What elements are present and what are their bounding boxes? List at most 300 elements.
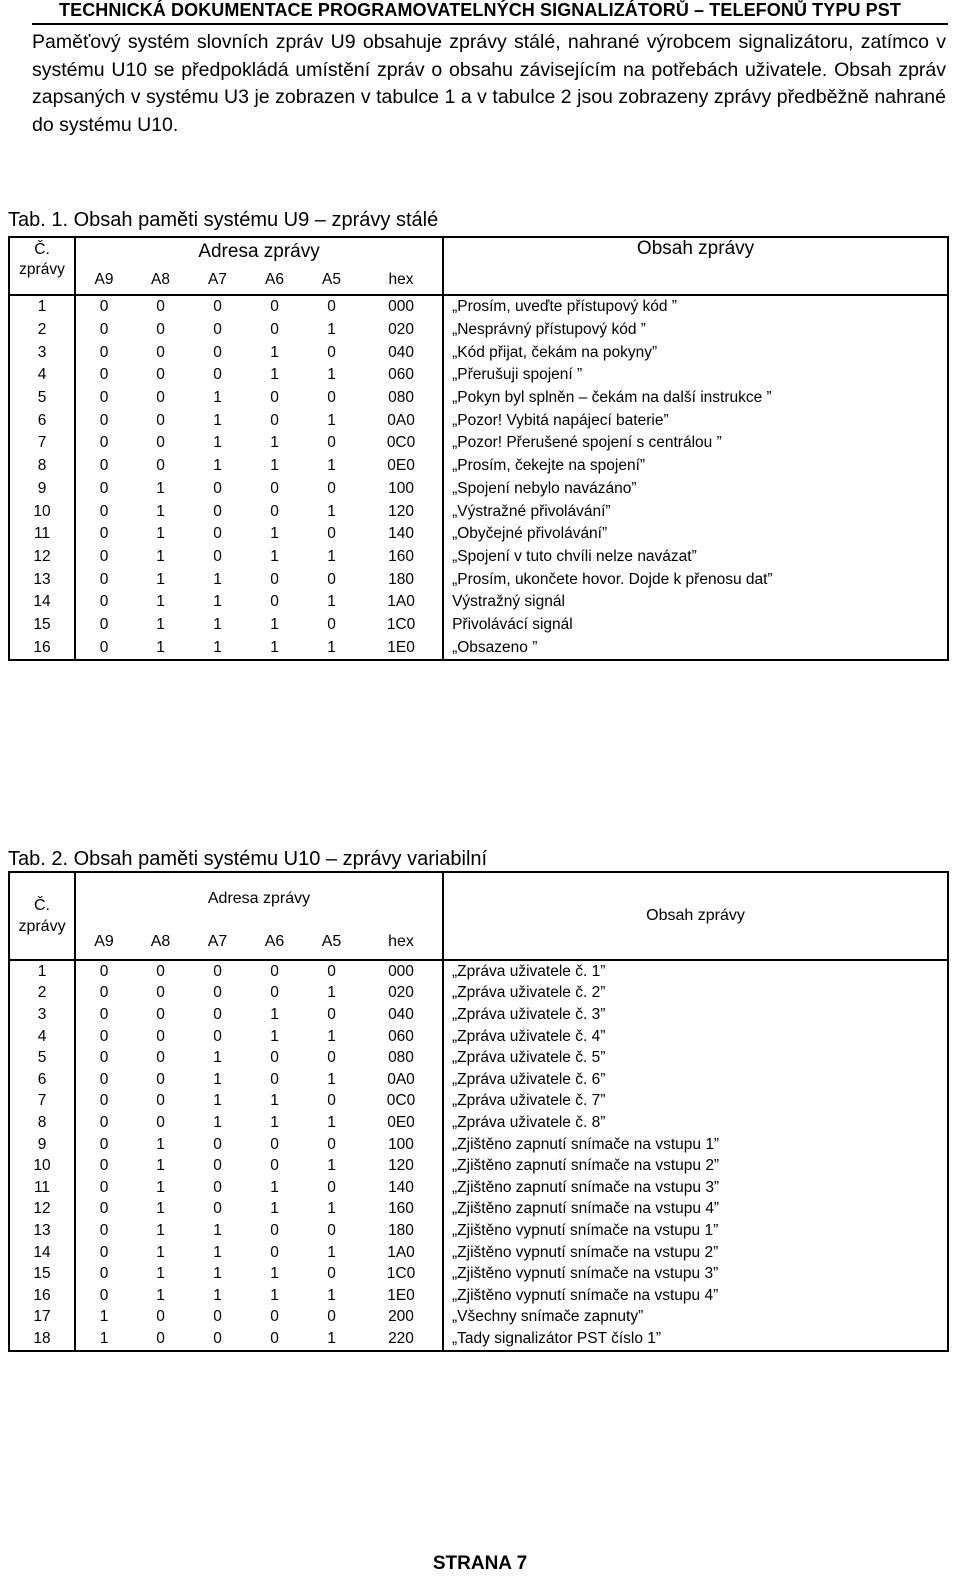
table-row — [9, 1328, 948, 1351]
address-hex: 0A0 — [360, 1069, 443, 1091]
table1-hex-header: hex — [360, 266, 443, 295]
address-bit: 0 — [99, 1027, 109, 1045]
address-bit: 1 — [156, 593, 165, 611]
address-bit: 0 — [213, 321, 222, 339]
message-number: 11 — [9, 1177, 75, 1199]
address-bit: 0 — [99, 525, 109, 543]
address-bit: 1 — [156, 1200, 165, 1218]
address-hex: 180 — [360, 1220, 443, 1242]
address-bit: 1 — [327, 502, 336, 520]
table-row — [9, 1263, 948, 1285]
address-bit: 0 — [327, 1049, 336, 1067]
address-bit: 1 — [156, 1135, 165, 1153]
address-bit: 1 — [327, 1070, 336, 1088]
address-bit: 0 — [327, 1308, 336, 1326]
address-bit: 1 — [213, 1049, 222, 1067]
address-bit: 1 — [327, 1113, 336, 1131]
table2-bit-header: A9 — [75, 925, 132, 960]
table-row — [9, 1220, 948, 1242]
message-text: „Všechny snímače zapnuty” — [452, 1308, 644, 1326]
address-hex: 1A0 — [360, 591, 443, 614]
message-number: 3 — [9, 1004, 75, 1026]
address-bit: 0 — [213, 1178, 222, 1196]
address-bit: 0 — [327, 1265, 336, 1283]
address-bit: 0 — [213, 962, 222, 980]
message-text: „Zpráva uživatele č. 3” — [452, 1005, 606, 1023]
address-bit: 1 — [270, 343, 279, 361]
address-bit: 1 — [270, 1113, 279, 1131]
address-bit: 0 — [270, 502, 279, 520]
address-bit: 1 — [213, 615, 222, 633]
address-bit: 1 — [156, 1157, 165, 1175]
address-bit: 0 — [99, 343, 109, 361]
address-bit: 0 — [270, 389, 279, 407]
address-hex: 060 — [360, 364, 443, 387]
address-bit: 0 — [213, 1157, 222, 1175]
table-row — [9, 523, 948, 546]
address-bit: 1 — [156, 525, 165, 543]
message-text: „Spojení nebylo navázáno” — [452, 479, 637, 497]
address-hex: 1C0 — [360, 1263, 443, 1285]
intro-paragraph: Paměťový systém slovních zpráv U9 obsahuje zprávy stálé, nahrané výrobcem signalizátoru, zatímco v systému U10 se předpokládá umístění zpráv o obsahu závisejícím na potřebách uživatele. Obsah zpráv zapsaných v systému U3 je zobrazen v tabulce 1 a v tabulce 2 jsou zobrazeny zprávy předběžně nahrané do systému U10. — [32, 31, 946, 136]
address-bit: 1 — [270, 1265, 279, 1283]
table-row — [9, 1026, 948, 1048]
message-text: „Zpráva uživatele č. 7” — [452, 1092, 606, 1110]
address-bit: 1 — [213, 389, 222, 407]
table-row — [9, 341, 948, 364]
message-number: 1 — [9, 960, 75, 983]
address-bit: 0 — [270, 1070, 279, 1088]
address-bit: 0 — [327, 298, 336, 316]
table-row — [9, 455, 948, 478]
address-bit: 1 — [270, 1027, 279, 1045]
address-bit: 0 — [99, 1049, 109, 1067]
address-bit: 0 — [270, 479, 279, 497]
address-bit: 0 — [156, 984, 165, 1002]
table2-bit-header: A7 — [189, 925, 246, 960]
table-row — [9, 591, 948, 614]
address-hex: 0A0 — [360, 409, 443, 432]
address-bit: 1 — [156, 1265, 165, 1283]
table2-col-address-header: Adresa zprávy — [75, 872, 443, 925]
address-bit: 0 — [270, 1308, 279, 1326]
address-hex: 000 — [360, 295, 443, 319]
message-text: „Prosím, čekejte na spojení” — [452, 457, 646, 475]
address-bit: 0 — [213, 525, 222, 543]
message-text: „Zpráva uživatele č. 2” — [452, 984, 606, 1002]
address-bit: 0 — [270, 984, 279, 1002]
address-bit: 0 — [327, 479, 336, 497]
address-bit: 0 — [213, 366, 222, 384]
address-bit: 0 — [99, 502, 109, 520]
table1-header-row — [9, 237, 948, 266]
table1-col-address-header: Adresa zprávy — [75, 237, 443, 266]
message-text: „Tady signalizátor PST číslo 1” — [452, 1329, 662, 1347]
address-bit: 1 — [270, 1200, 279, 1218]
address-bit: 1 — [327, 1243, 336, 1261]
address-bit: 1 — [270, 638, 279, 656]
message-text: „Spojení v tuto chvíli nelze navázat” — [452, 547, 697, 565]
address-bit: 0 — [327, 525, 336, 543]
message-number: 7 — [9, 432, 75, 455]
address-bit: 1 — [327, 984, 336, 1002]
address-bit: 1 — [156, 1221, 165, 1239]
address-hex: 140 — [360, 523, 443, 546]
message-number: 14 — [9, 1242, 75, 1264]
address-bit: 1 — [213, 1113, 222, 1131]
address-hex: 1A0 — [360, 1242, 443, 1264]
address-bit: 0 — [156, 1049, 165, 1067]
address-bit: 0 — [213, 1027, 222, 1045]
address-bit: 0 — [327, 962, 336, 980]
address-hex: 140 — [360, 1177, 443, 1199]
address-hex: 020 — [360, 983, 443, 1005]
address-bit: 1 — [270, 457, 279, 475]
address-bit: 0 — [156, 1070, 165, 1088]
message-number: 5 — [9, 1047, 75, 1069]
address-bit: 0 — [156, 411, 165, 429]
address-bit: 0 — [99, 962, 109, 980]
address-bit: 1 — [156, 502, 165, 520]
address-bit: 0 — [99, 434, 109, 452]
address-bit: 0 — [156, 389, 165, 407]
table2-hex-header: hex — [360, 925, 443, 960]
message-text: „Výstražné přivolávání” — [452, 502, 611, 520]
address-bit: 1 — [270, 1005, 279, 1023]
address-bit: 0 — [270, 1221, 279, 1239]
message-number: 10 — [9, 500, 75, 523]
table-row — [9, 1307, 948, 1329]
address-bit: 1 — [213, 1092, 222, 1110]
address-bit: 1 — [327, 593, 336, 611]
address-hex: 040 — [360, 1004, 443, 1026]
address-hex: 200 — [360, 1307, 443, 1329]
address-hex: 040 — [360, 341, 443, 364]
address-hex: 1E0 — [360, 636, 443, 660]
table-row — [9, 1047, 948, 1069]
address-bit: 1 — [270, 1286, 279, 1304]
address-bit: 1 — [156, 638, 165, 656]
address-bit: 1 — [213, 570, 222, 588]
address-bit: 0 — [156, 298, 165, 316]
message-number: 7 — [9, 1091, 75, 1113]
message-number: 2 — [9, 319, 75, 342]
address-hex: 0E0 — [360, 455, 443, 478]
message-number: 16 — [9, 1285, 75, 1307]
address-bit: 0 — [327, 570, 336, 588]
address-bit: 1 — [99, 1308, 109, 1326]
address-bit: 0 — [156, 1027, 165, 1045]
table2-u10-variable-messages — [8, 871, 949, 1352]
address-bit: 0 — [327, 1092, 336, 1110]
message-text: „Prosím, uveďte přístupový kód ” — [452, 298, 677, 316]
address-bit: 0 — [99, 411, 109, 429]
table-row — [9, 636, 948, 660]
address-bit: 0 — [99, 1178, 109, 1196]
table-row — [9, 983, 948, 1005]
message-text: „Zpráva uživatele č. 1” — [452, 962, 606, 980]
address-bit: 1 — [213, 1243, 222, 1261]
address-hex: 220 — [360, 1328, 443, 1351]
address-bit: 1 — [270, 1178, 279, 1196]
address-bit: 0 — [270, 1243, 279, 1261]
address-bit: 0 — [270, 570, 279, 588]
address-bit: 0 — [99, 1286, 109, 1304]
address-bit: 0 — [99, 457, 109, 475]
address-bit: 0 — [327, 389, 336, 407]
address-hex: 0C0 — [360, 1091, 443, 1113]
address-bit: 0 — [99, 1200, 109, 1218]
message-text: „Pozor! Přerušené spojení s centrálou ” — [452, 434, 722, 452]
message-number: 6 — [9, 1069, 75, 1091]
address-hex: 180 — [360, 568, 443, 591]
table1-col-num-line2: zprávy — [19, 261, 65, 278]
address-bit: 0 — [213, 1135, 222, 1153]
message-text: „Zjištěno vypnutí snímače na vstupu 2” — [452, 1243, 719, 1261]
address-bit: 0 — [327, 343, 336, 361]
address-bit: 1 — [327, 1200, 336, 1218]
address-bit: 1 — [213, 1286, 222, 1304]
message-number: 9 — [9, 1134, 75, 1156]
address-bit: 0 — [99, 479, 109, 497]
message-text: Přivolávácí signál — [452, 615, 573, 633]
address-bit: 1 — [156, 479, 165, 497]
address-bit: 0 — [99, 1092, 109, 1110]
table-row — [9, 364, 948, 387]
table-row — [9, 319, 948, 342]
message-text: „Zjištěno vypnutí snímače na vstupu 4” — [452, 1286, 719, 1304]
address-bit: 1 — [327, 457, 336, 475]
address-bit: 1 — [213, 457, 222, 475]
address-bit: 0 — [213, 984, 222, 1002]
message-number: 13 — [9, 1220, 75, 1242]
table-row — [9, 1285, 948, 1307]
message-number: 16 — [9, 636, 75, 660]
table2-col-content-header: Obsah zprávy — [443, 872, 948, 960]
table-row — [9, 1091, 948, 1113]
page-number: STRANA 7 — [432, 1553, 528, 1574]
address-bit: 0 — [99, 1265, 109, 1283]
address-bit: 0 — [156, 962, 165, 980]
message-number: 1 — [9, 295, 75, 319]
message-number: 12 — [9, 1199, 75, 1221]
table1-u9-fixed-messages — [8, 236, 949, 661]
message-number: 9 — [9, 478, 75, 501]
table-row — [9, 614, 948, 637]
address-bit: 1 — [156, 570, 165, 588]
table2-col-num-header — [9, 872, 75, 960]
address-bit: 0 — [327, 1178, 336, 1196]
address-bit: 1 — [327, 366, 336, 384]
table-row — [9, 1199, 948, 1221]
address-bit: 0 — [156, 1113, 165, 1131]
address-bit: 0 — [156, 343, 165, 361]
address-bit: 0 — [99, 1243, 109, 1261]
address-bit: 1 — [156, 1286, 165, 1304]
message-text: „Zpráva uživatele č. 5” — [452, 1049, 606, 1067]
address-bit: 0 — [99, 1221, 109, 1239]
address-bit: 1 — [156, 1178, 165, 1196]
address-bit: 0 — [156, 457, 165, 475]
address-bit: 0 — [213, 298, 222, 316]
address-bit: 0 — [213, 1308, 222, 1326]
message-text: „Pokyn byl splněn – čekám na další instrukce ” — [452, 389, 772, 407]
address-bit: 1 — [213, 593, 222, 611]
table1-bit-header: A8 — [132, 266, 189, 295]
table2-bit-header: A8 — [132, 925, 189, 960]
message-number: 8 — [9, 455, 75, 478]
address-bit: 0 — [270, 321, 279, 339]
address-bit: 1 — [327, 1286, 336, 1304]
address-bit: 0 — [270, 1329, 279, 1347]
address-bit: 0 — [213, 1329, 222, 1347]
table-row — [9, 500, 948, 523]
address-hex: 1C0 — [360, 614, 443, 637]
address-bit: 0 — [270, 411, 279, 429]
address-bit: 0 — [156, 366, 165, 384]
table2-header-row — [9, 872, 948, 925]
address-bit: 0 — [327, 1221, 336, 1239]
message-text: „Obsazeno ” — [452, 638, 538, 656]
address-hex: 060 — [360, 1026, 443, 1048]
address-bit: 0 — [99, 1157, 109, 1175]
message-number: 14 — [9, 591, 75, 614]
table-row — [9, 409, 948, 432]
message-number: 5 — [9, 387, 75, 410]
address-bit: 0 — [156, 434, 165, 452]
address-hex: 1E0 — [360, 1285, 443, 1307]
message-text: „Zjištěno zapnutí snímače na vstupu 4” — [452, 1200, 720, 1218]
message-text: „Nesprávný přístupový kód ” — [452, 321, 646, 339]
address-hex: 100 — [360, 478, 443, 501]
message-text: „Zjištěno zapnutí snímače na vstupu 2” — [452, 1157, 720, 1175]
address-hex: 020 — [360, 319, 443, 342]
table1-bit-header: A6 — [246, 266, 303, 295]
message-text: „Zjištěno zapnutí snímače na vstupu 1” — [452, 1135, 720, 1153]
address-bit: 1 — [156, 547, 165, 565]
address-bit: 0 — [99, 615, 109, 633]
message-number: 10 — [9, 1155, 75, 1177]
address-bit: 0 — [156, 1005, 165, 1023]
message-number: 3 — [9, 341, 75, 364]
address-bit: 0 — [327, 1135, 336, 1153]
message-number: 13 — [9, 568, 75, 591]
address-bit: 1 — [327, 321, 336, 339]
address-bit: 0 — [270, 298, 279, 316]
table1-bit-header: A5 — [303, 266, 360, 295]
table1-col-num-line1: Č. — [34, 241, 50, 258]
message-text: „Zjištěno vypnutí snímače na vstupu 1” — [452, 1221, 719, 1239]
address-bit: 0 — [327, 434, 336, 452]
address-bit: 0 — [99, 1113, 109, 1131]
address-bit: 0 — [270, 1157, 279, 1175]
address-bit: 1 — [213, 1265, 222, 1283]
address-bit: 1 — [270, 525, 279, 543]
address-hex: 0C0 — [360, 432, 443, 455]
message-text: „Pozor! Vybitá napájecí baterie” — [452, 411, 669, 429]
address-bit: 0 — [99, 638, 109, 656]
table2-col-num-line2: zprávy — [18, 918, 66, 935]
address-bit: 0 — [99, 1135, 109, 1153]
table-row — [9, 1242, 948, 1264]
address-bit: 0 — [213, 1005, 222, 1023]
address-bit: 0 — [99, 570, 109, 588]
address-bit: 0 — [213, 343, 222, 361]
address-bit: 0 — [213, 479, 222, 497]
table2-caption: Tab. 2. Obsah paměti systému U10 – zprávy variabilní — [8, 848, 488, 870]
table-row — [9, 387, 948, 410]
address-bit: 1 — [156, 1243, 165, 1261]
address-hex: 080 — [360, 1047, 443, 1069]
table-row — [9, 960, 948, 983]
address-bit: 0 — [156, 1329, 165, 1347]
address-bit: 0 — [99, 1070, 109, 1088]
message-number: 4 — [9, 1026, 75, 1048]
address-bit: 1 — [327, 1329, 336, 1347]
table1-caption: Tab. 1. Obsah paměti systému U9 – zprávy stálé — [8, 209, 439, 231]
message-text: „Zpráva uživatele č. 8” — [452, 1113, 606, 1131]
address-hex: 0E0 — [360, 1112, 443, 1134]
table-row — [9, 1069, 948, 1091]
address-bit: 0 — [156, 321, 165, 339]
table-row — [9, 568, 948, 591]
address-bit: 1 — [213, 1221, 222, 1239]
table-row — [9, 1177, 948, 1199]
address-bit: 0 — [99, 389, 109, 407]
address-hex: 120 — [360, 1155, 443, 1177]
address-bit: 0 — [99, 366, 109, 384]
message-number: 15 — [9, 614, 75, 637]
message-text: „Kód přijat, čekám na pokyny” — [452, 343, 658, 361]
message-text: Výstražný signál — [452, 593, 565, 611]
address-bit: 0 — [99, 1005, 109, 1023]
table-row — [9, 1155, 948, 1177]
address-bit: 1 — [213, 638, 222, 656]
address-bit: 1 — [270, 366, 279, 384]
message-number: 17 — [9, 1307, 75, 1329]
table-row — [9, 295, 948, 319]
address-bit: 0 — [99, 984, 109, 1002]
table-row — [9, 1004, 948, 1026]
table2-bit-header: A5 — [303, 925, 360, 960]
address-hex: 080 — [360, 387, 443, 410]
address-bit: 0 — [213, 547, 222, 565]
address-bit: 0 — [327, 1005, 336, 1023]
address-hex: 160 — [360, 1199, 443, 1221]
table-row — [9, 1112, 948, 1134]
address-bit: 0 — [99, 547, 109, 565]
message-number: 4 — [9, 364, 75, 387]
address-bit: 1 — [270, 434, 279, 452]
address-bit: 0 — [99, 298, 109, 316]
address-bit: 0 — [156, 1308, 165, 1326]
message-text: „Zjištěno zapnutí snímače na vstupu 3” — [452, 1178, 720, 1196]
address-bit: 0 — [213, 1200, 222, 1218]
address-bit: 1 — [327, 1157, 336, 1175]
message-text: „Obyčejné přivolávání” — [452, 525, 608, 543]
table2-bit-header: A6 — [246, 925, 303, 960]
table2-col-num-line1: Č. — [34, 897, 50, 914]
address-bit: 0 — [156, 1092, 165, 1110]
table-row — [9, 478, 948, 501]
message-number: 12 — [9, 546, 75, 569]
address-hex: 100 — [360, 1134, 443, 1156]
address-bit: 1 — [156, 615, 165, 633]
address-bit: 0 — [99, 593, 109, 611]
message-number: 6 — [9, 409, 75, 432]
table1-col-num-header — [9, 237, 75, 295]
table-row — [9, 546, 948, 569]
